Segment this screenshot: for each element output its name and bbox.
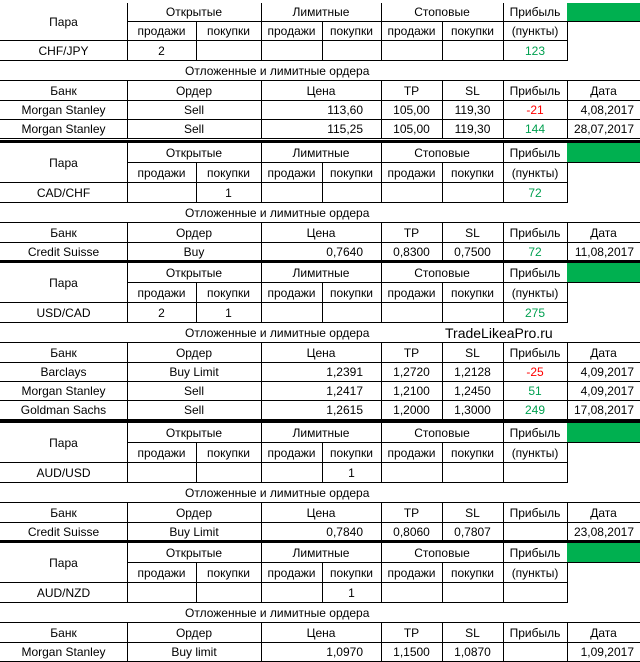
profit-header: Прибыль (503, 263, 568, 283)
order-profit (503, 643, 568, 662)
stop-buys-value (442, 303, 504, 323)
watermark-text: TradeLikeaPro.ru (445, 325, 553, 341)
order-type: Buy Limit (127, 523, 262, 542)
limit-sales-header: продажи (261, 283, 323, 303)
profit-header: Прибыль (503, 3, 568, 22)
order-tp: 1,2720 (381, 363, 443, 382)
order-tp: 1,2100 (381, 382, 443, 401)
open-buys-value: 1 (196, 183, 262, 203)
order-bank: Goldman Sachs (0, 401, 128, 420)
limit-sales-value (261, 463, 323, 483)
order-date: 11,08,2017 (567, 243, 640, 262)
sl-header: SL (442, 503, 504, 523)
order-header: Ордер (127, 81, 262, 101)
order-sl: 1,2450 (442, 382, 504, 401)
profit-header: Прибыль (503, 543, 568, 563)
stop-buys-value (442, 583, 504, 603)
header-accent (567, 543, 640, 563)
tp-header: TP (381, 623, 443, 643)
open-buys-header: покупки (196, 563, 262, 583)
open-header: Открытые (127, 423, 262, 443)
order-sl: 0,7807 (442, 523, 504, 542)
total-profit-value (503, 583, 568, 603)
sl-header: SL (442, 223, 504, 243)
limit-sales-value (261, 303, 323, 323)
profit-header: Прибыль (503, 423, 568, 443)
open-header: Открытые (127, 143, 262, 163)
stop-header: Стоповые (381, 143, 504, 163)
limit-buys-value: 1 (322, 463, 382, 483)
bank-header: Банк (0, 223, 128, 243)
order-date: 28,07,2017 (567, 120, 640, 139)
open-sales-value (127, 183, 197, 203)
limit-sales-header: продажи (261, 443, 323, 463)
stop-sales-header: продажи (381, 283, 443, 303)
limit-header: Лимитные (261, 423, 382, 443)
total-profit-value: 275 (503, 303, 568, 323)
header-accent (567, 143, 640, 163)
order-tp: 105,00 (381, 120, 443, 139)
order-profit: -25 (503, 363, 568, 382)
points-header: (пункты) (503, 283, 568, 303)
order-price: 0,7640 (261, 243, 382, 262)
open-sales-header: продажи (127, 563, 197, 583)
order-price: 1,0970 (261, 643, 382, 662)
open-sales-value (127, 463, 197, 483)
order-type: Sell (127, 101, 262, 120)
date-header: Дата (567, 623, 640, 643)
open-buys-header: покупки (196, 283, 262, 303)
open-buys-header: покупки (196, 22, 262, 41)
open-sales-header: продажи (127, 283, 197, 303)
order-date: 4,09,2017 (567, 363, 640, 382)
order-header: Ордер (127, 223, 262, 243)
stop-buys-value (442, 41, 504, 61)
order-price: 1,2391 (261, 363, 382, 382)
limit-header: Лимитные (261, 143, 382, 163)
order-type: Buy Limit (127, 363, 262, 382)
open-buys-value (196, 583, 262, 603)
header-accent (567, 3, 640, 22)
stop-buys-value (442, 183, 504, 203)
order-profit-header: Прибыль (503, 623, 568, 643)
stop-sales-header: продажи (381, 563, 443, 583)
order-tp: 105,00 (381, 101, 443, 120)
order-date: 17,08,2017 (567, 401, 640, 420)
sl-header: SL (442, 343, 504, 363)
limit-sales-header: продажи (261, 563, 323, 583)
order-type: Sell (127, 120, 262, 139)
price-header: Цена (261, 503, 382, 523)
limit-buys-value (322, 303, 382, 323)
order-header: Ордер (127, 623, 262, 643)
order-profit-header: Прибыль (503, 343, 568, 363)
order-date: 4,09,2017 (567, 382, 640, 401)
open-header: Открытые (127, 543, 262, 563)
pending-orders-title: Отложенные и лимитные ордера (0, 323, 640, 343)
pair-name: CAD/CHF (0, 183, 128, 203)
order-tp: 1,2000 (381, 401, 443, 420)
open-sales-value: 2 (127, 303, 197, 323)
limit-header: Лимитные (261, 263, 382, 283)
pending-orders-title: Отложенные и лимитные ордера (0, 483, 640, 503)
stop-sales-value (381, 583, 443, 603)
date-header: Дата (567, 223, 640, 243)
limit-sales-value (261, 41, 323, 61)
order-bank: Morgan Stanley (0, 382, 128, 401)
date-header: Дата (567, 503, 640, 523)
order-price: 115,25 (261, 120, 382, 139)
date-header: Дата (567, 343, 640, 363)
limit-sales-value (261, 183, 323, 203)
order-type: Sell (127, 382, 262, 401)
stop-sales-header: продажи (381, 443, 443, 463)
pair-name: USD/CAD (0, 303, 128, 323)
price-header: Цена (261, 623, 382, 643)
order-type: Sell (127, 401, 262, 420)
order-price: 1,2417 (261, 382, 382, 401)
stop-buys-header: покупки (442, 283, 504, 303)
limit-buys-header: покупки (322, 443, 382, 463)
header-accent (567, 263, 640, 283)
points-header: (пункты) (503, 163, 568, 183)
stop-buys-value (442, 463, 504, 483)
profit-header: Прибыль (503, 143, 568, 163)
order-tp: 0,8060 (381, 523, 443, 542)
order-sl: 1,3000 (442, 401, 504, 420)
pair-name: AUD/USD (0, 463, 128, 483)
pair-header: Пара (0, 423, 128, 463)
price-header: Цена (261, 343, 382, 363)
tp-header: TP (381, 343, 443, 363)
open-sales-header: продажи (127, 22, 197, 41)
open-buys-header: покупки (196, 163, 262, 183)
open-sales-value: 2 (127, 41, 197, 61)
limit-buys-value (322, 183, 382, 203)
order-profit-header: Прибыль (503, 81, 568, 101)
order-date: 23,08,2017 (567, 523, 640, 542)
order-bank: Morgan Stanley (0, 120, 128, 139)
order-profit: -21 (503, 101, 568, 120)
order-profit: 144 (503, 120, 568, 139)
stop-buys-header: покупки (442, 22, 504, 41)
open-buys-value (196, 41, 262, 61)
limit-buys-header: покупки (322, 563, 382, 583)
sl-header: SL (442, 623, 504, 643)
date-header: Дата (567, 81, 640, 101)
limit-buys-header: покупки (322, 163, 382, 183)
order-type: Buy limit (127, 643, 262, 662)
stop-sales-value (381, 41, 443, 61)
limit-sales-header: продажи (261, 22, 323, 41)
stop-header: Стоповые (381, 263, 504, 283)
bank-header: Банк (0, 343, 128, 363)
price-header: Цена (261, 81, 382, 101)
tp-header: TP (381, 503, 443, 523)
limit-buys-header: покупки (322, 283, 382, 303)
order-profit: 72 (503, 243, 568, 262)
limit-buys-header: покупки (322, 22, 382, 41)
limit-sales-header: продажи (261, 163, 323, 183)
bank-header: Банк (0, 623, 128, 643)
points-header: (пункты) (503, 22, 568, 41)
limit-header: Лимитные (261, 3, 382, 22)
pair-header: Пара (0, 263, 128, 303)
pair-name: CHF/JPY (0, 41, 128, 61)
bank-header: Банк (0, 503, 128, 523)
sl-header: SL (442, 81, 504, 101)
open-buys-header: покупки (196, 443, 262, 463)
open-sales-header: продажи (127, 443, 197, 463)
limit-buys-value (322, 41, 382, 61)
total-profit-value (503, 463, 568, 483)
header-accent (567, 423, 640, 443)
pending-orders-title: Отложенные и лимитные ордера (0, 203, 640, 223)
order-header: Ордер (127, 503, 262, 523)
limit-sales-value (261, 583, 323, 603)
order-sl: 0,7500 (442, 243, 504, 262)
order-sl: 119,30 (442, 120, 504, 139)
stop-sales-header: продажи (381, 163, 443, 183)
stop-sales-value (381, 303, 443, 323)
points-header: (пункты) (503, 443, 568, 463)
order-profit: 51 (503, 382, 568, 401)
bank-header: Банк (0, 81, 128, 101)
tp-header: TP (381, 81, 443, 101)
order-price: 1,2615 (261, 401, 382, 420)
stop-sales-header: продажи (381, 22, 443, 41)
order-date: 1,09,2017 (567, 643, 640, 662)
open-buys-value (196, 463, 262, 483)
pair-header: Пара (0, 543, 128, 583)
stop-sales-value (381, 463, 443, 483)
stop-header: Стоповые (381, 423, 504, 443)
stop-buys-header: покупки (442, 443, 504, 463)
total-profit-value: 123 (503, 41, 568, 61)
limit-header: Лимитные (261, 543, 382, 563)
limit-buys-value: 1 (322, 583, 382, 603)
pair-header: Пара (0, 143, 128, 183)
open-sales-header: продажи (127, 163, 197, 183)
order-header: Ордер (127, 343, 262, 363)
open-header: Открытые (127, 3, 262, 22)
pending-orders-title: Отложенные и лимитные ордера (0, 603, 640, 623)
order-sl: 1,2128 (442, 363, 504, 382)
price-header: Цена (261, 223, 382, 243)
order-tp: 0,8300 (381, 243, 443, 262)
stop-buys-header: покупки (442, 563, 504, 583)
open-buys-value: 1 (196, 303, 262, 323)
stop-header: Стоповые (381, 3, 504, 22)
total-profit-value: 72 (503, 183, 568, 203)
order-bank: Credit Suisse (0, 243, 128, 262)
order-profit-header: Прибыль (503, 503, 568, 523)
order-bank: Morgan Stanley (0, 643, 128, 662)
order-sl: 1,0870 (442, 643, 504, 662)
open-header: Открытые (127, 263, 262, 283)
stop-sales-value (381, 183, 443, 203)
order-sl: 119,30 (442, 101, 504, 120)
open-sales-value (127, 583, 197, 603)
order-price: 113,60 (261, 101, 382, 120)
order-profit-header: Прибыль (503, 223, 568, 243)
order-date: 4,08,2017 (567, 101, 640, 120)
order-type: Buy (127, 243, 262, 262)
pair-header: Пара (0, 3, 128, 41)
points-header: (пункты) (503, 563, 568, 583)
pending-orders-title: Отложенные и лимитные ордера (0, 61, 640, 81)
pair-name: AUD/NZD (0, 583, 128, 603)
order-bank: Barclays (0, 363, 128, 382)
stop-header: Стоповые (381, 543, 504, 563)
order-price: 0,7840 (261, 523, 382, 542)
stop-buys-header: покупки (442, 163, 504, 183)
order-bank: Morgan Stanley (0, 101, 128, 120)
order-tp: 1,1500 (381, 643, 443, 662)
tp-header: TP (381, 223, 443, 243)
order-bank: Credit Suisse (0, 523, 128, 542)
order-profit: 249 (503, 401, 568, 420)
